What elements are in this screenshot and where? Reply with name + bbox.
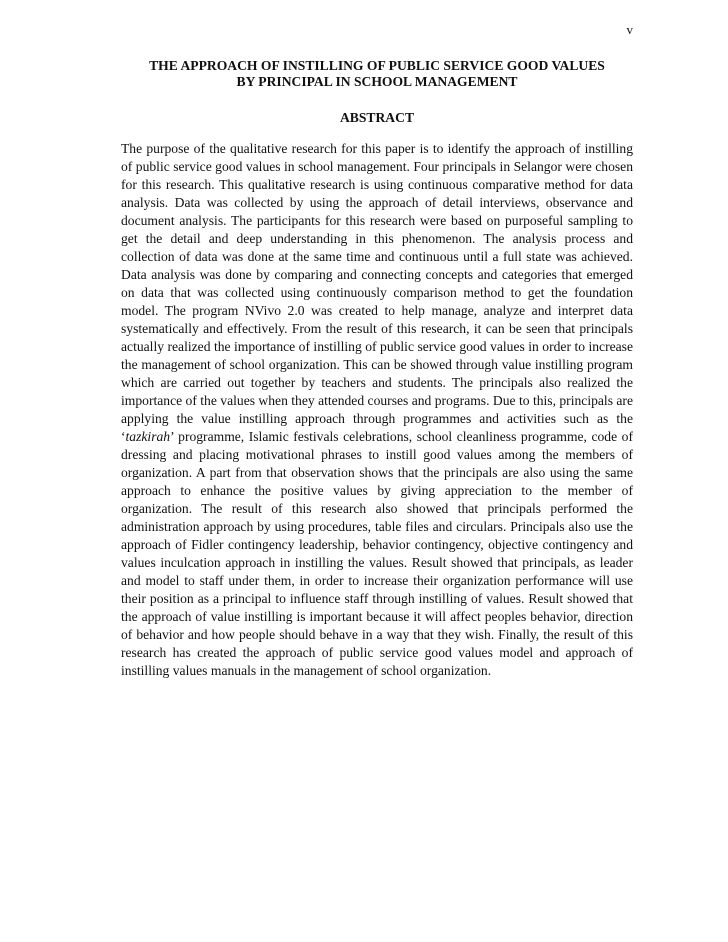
- abstract-heading: ABSTRACT: [339, 110, 415, 125]
- title-line-2: BY PRINCIPAL IN SCHOOL MANAGEMENT: [236, 74, 518, 89]
- document-title: [121, 58, 633, 90]
- page-number: v: [626, 22, 633, 37]
- abstract-body: [121, 140, 633, 680]
- abstract-text-part-2: ’ programme, Islamic festivals celebrations, school cleanliness programme, code of dressing and placing motivational phrases to instill good values among the members of organization. A part from that observation shows that the principals are also using the same approach to enhance the positive values by giving appreciation to the member of organization. The result of this research also showed that principals performed the administration approach by using procedures, table files and circulars. Principals also use the approach of Fidler contingency leadership, behavior contingency, objective contingency and values inculcation approach in instilling the values. Result showed that principals, as leader and model to staff under them, in order to increase their organization performance will use their position as a principal to influence staff through instilling of values. Result showed that the approach of value instilling is important because it will affect peoples behavior, direction of behavior and how people should behave in a way that they wish. Finally, the result of this research has created the approach of public service good values model and approach of instilling values manuals in the management of school organization.: [121, 429, 633, 678]
- abstract-italic-term: tazkirah: [125, 429, 171, 444]
- title-line-1: THE APPROACH OF INSTILLING OF PUBLIC SERVICE GOOD VALUES: [149, 58, 605, 73]
- abstract-text-part-1: The purpose of the qualitative research for this paper is to identify the approach of instilling of public service good values in school management. Four principals in Selangor were chosen for this research. This qualitative research is using continuous comparative method for data analysis. Data was collected by using the approach of detail interviews, observance and document analysis. The participants for this research were based on purposeful sampling to get the detail and deep understanding in this phenomenon. The analysis process and collection of data was done at the same time and continuous until a full state was achieved. Data analysis was done by comparing and connecting concepts and categories that emerged on data that was collected using continuously comparison method to get the foundation model. The program NVivo 2.0 was created to help manage, analyze and interpret data systematically and effectively. From the result of this research, it can be seen that principals actually realized the importance of instilling of public service good values in order to increase the management of school organization. This can be showed through value instilling program which are carried out together by teachers and students. The principals also realized the importance of the values when they attended courses and programs. Due to this, principals are applying the value instilling approach through programmes and activities such as the ‘: [121, 141, 633, 444]
